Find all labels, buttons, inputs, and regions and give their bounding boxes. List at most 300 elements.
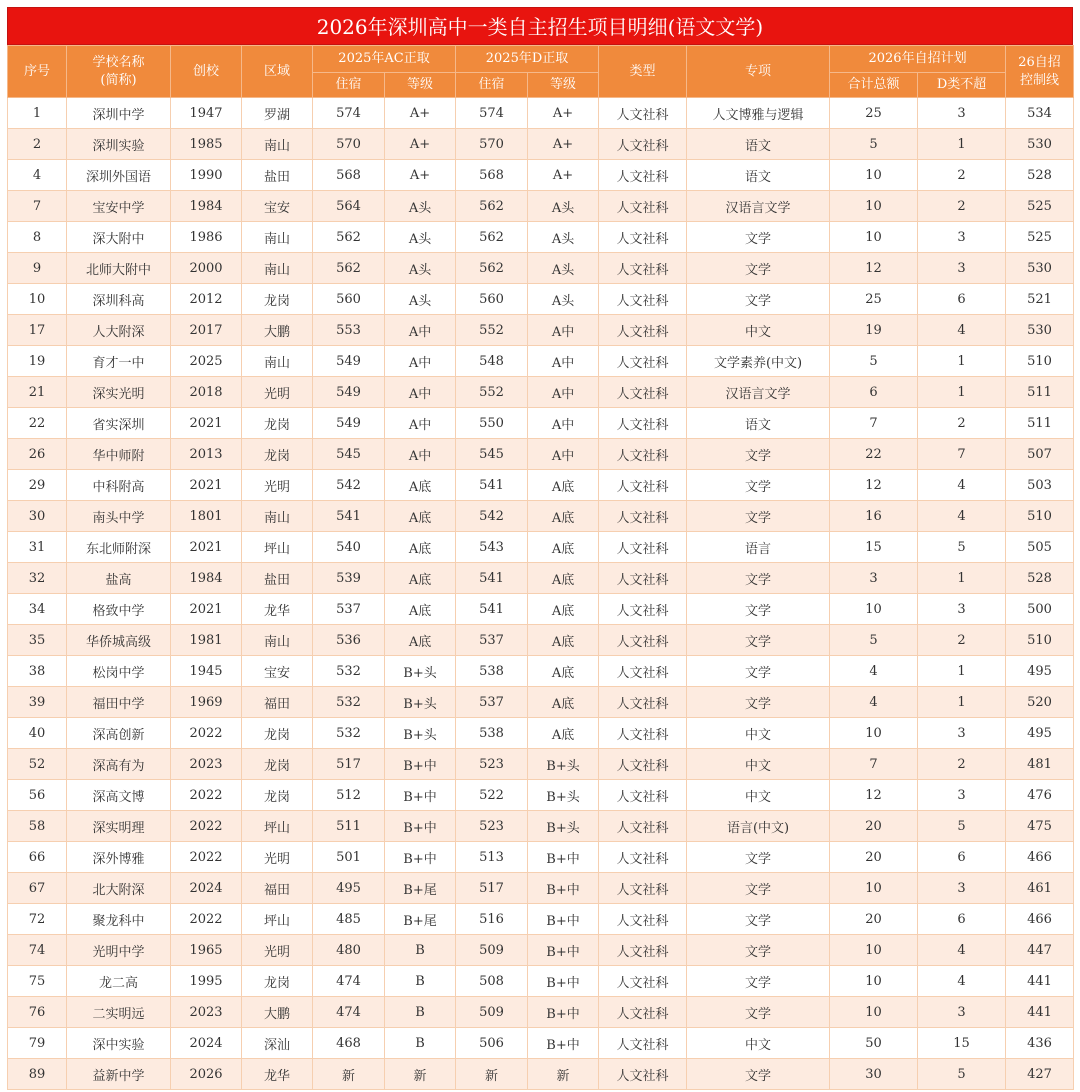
header-type: 类型 (599, 46, 687, 98)
cell-total-quota: 10 (830, 594, 918, 625)
table-row (8, 811, 1074, 842)
cell-founded: 1986 (171, 222, 242, 253)
cell-d-max: 2 (918, 191, 1006, 222)
cell-district: 龙岗 (242, 780, 313, 811)
cell-ac-grade: B+头 (385, 687, 456, 718)
cell-ac-boarding: 495 (313, 873, 385, 904)
cell-control-line: 427 (1006, 1059, 1074, 1090)
cell-school: 松岗中学 (67, 656, 171, 687)
cell-district: 罗湖 (242, 98, 313, 129)
cell-district: 龙岗 (242, 749, 313, 780)
cell-d-boarding: 506 (456, 1028, 528, 1059)
cell-control-line: 466 (1006, 842, 1074, 873)
cell-founded: 2022 (171, 811, 242, 842)
cell-school: 南头中学 (67, 501, 171, 532)
cell-type: 人文社科 (599, 842, 687, 873)
cell-specialty: 中文 (687, 315, 830, 346)
table-title: 2026年深圳高中一类自主招生项目明细(语文文学) (7, 7, 1073, 45)
cell-ac-boarding: 517 (313, 749, 385, 780)
cell-total-quota: 25 (830, 98, 918, 129)
cell-seq: 39 (8, 687, 67, 718)
cell-district: 南山 (242, 129, 313, 160)
cell-ac-grade: B+头 (385, 656, 456, 687)
cell-ac-grade: B (385, 966, 456, 997)
table-header (8, 46, 1074, 98)
cell-seq: 35 (8, 625, 67, 656)
cell-school: 华中师附 (67, 439, 171, 470)
cell-school: 光明中学 (67, 935, 171, 966)
cell-district: 龙岗 (242, 966, 313, 997)
cell-d-boarding: 509 (456, 935, 528, 966)
cell-school: 聚龙科中 (67, 904, 171, 935)
cell-ac-boarding: 568 (313, 160, 385, 191)
cell-total-quota: 10 (830, 966, 918, 997)
cell-type: 人文社科 (599, 904, 687, 935)
cell-ac-grade: A底 (385, 594, 456, 625)
cell-school: 深圳科高 (67, 284, 171, 315)
cell-ac-boarding: 532 (313, 687, 385, 718)
cell-d-grade: A+ (528, 160, 599, 191)
cell-district: 盐田 (242, 563, 313, 594)
cell-d-max: 2 (918, 625, 1006, 656)
cell-specialty: 人文博雅与逻辑 (687, 98, 830, 129)
cell-district: 龙岗 (242, 408, 313, 439)
cell-control-line: 495 (1006, 718, 1074, 749)
header-control-line-1: 26自招 (1018, 54, 1061, 70)
cell-district: 龙岗 (242, 284, 313, 315)
table-row (8, 718, 1074, 749)
cell-school: 人大附深 (67, 315, 171, 346)
cell-d-grade: B+头 (528, 780, 599, 811)
cell-ac-boarding: 新 (313, 1059, 385, 1090)
cell-district: 宝安 (242, 191, 313, 222)
cell-ac-grade: B (385, 935, 456, 966)
cell-d-grade: A底 (528, 563, 599, 594)
cell-ac-boarding: 562 (313, 253, 385, 284)
cell-school: 龙二高 (67, 966, 171, 997)
cell-total-quota: 50 (830, 1028, 918, 1059)
cell-school: 深实明理 (67, 811, 171, 842)
table-row (8, 780, 1074, 811)
cell-control-line: 500 (1006, 594, 1074, 625)
cell-d-max: 1 (918, 687, 1006, 718)
cell-d-max: 1 (918, 129, 1006, 160)
cell-d-max: 3 (918, 997, 1006, 1028)
cell-d-max: 1 (918, 377, 1006, 408)
cell-founded: 2021 (171, 594, 242, 625)
cell-d-boarding: 508 (456, 966, 528, 997)
cell-d-boarding: 516 (456, 904, 528, 935)
cell-specialty: 文学 (687, 470, 830, 501)
cell-d-max: 4 (918, 935, 1006, 966)
cell-control-line: 461 (1006, 873, 1074, 904)
cell-control-line: 520 (1006, 687, 1074, 718)
table-row (8, 532, 1074, 563)
cell-total-quota: 4 (830, 687, 918, 718)
cell-ac-grade: A+ (385, 98, 456, 129)
header-d-boarding: 住宿 (456, 73, 528, 98)
cell-specialty: 中文 (687, 1028, 830, 1059)
cell-ac-grade: A头 (385, 284, 456, 315)
cell-ac-grade: 新 (385, 1059, 456, 1090)
cell-founded: 2012 (171, 284, 242, 315)
cell-district: 大鹏 (242, 997, 313, 1028)
cell-founded: 2017 (171, 315, 242, 346)
cell-d-max: 4 (918, 501, 1006, 532)
cell-control-line: 447 (1006, 935, 1074, 966)
cell-total-quota: 12 (830, 780, 918, 811)
header-ac-boarding: 住宿 (313, 73, 385, 98)
cell-district: 南山 (242, 501, 313, 532)
cell-ac-boarding: 549 (313, 346, 385, 377)
cell-d-boarding: 552 (456, 377, 528, 408)
cell-ac-grade: A+ (385, 129, 456, 160)
cell-type: 人文社科 (599, 315, 687, 346)
cell-specialty: 文学 (687, 563, 830, 594)
cell-founded: 2022 (171, 842, 242, 873)
table-row (8, 408, 1074, 439)
cell-d-max: 1 (918, 346, 1006, 377)
cell-school: 华侨城高级 (67, 625, 171, 656)
cell-total-quota: 25 (830, 284, 918, 315)
cell-ac-boarding: 537 (313, 594, 385, 625)
cell-founded: 2021 (171, 470, 242, 501)
cell-district: 福田 (242, 687, 313, 718)
table-row (8, 1028, 1074, 1059)
cell-founded: 2022 (171, 904, 242, 935)
cell-school: 深圳外国语 (67, 160, 171, 191)
cell-ac-grade: B+尾 (385, 873, 456, 904)
cell-d-max: 6 (918, 842, 1006, 873)
cell-seq: 38 (8, 656, 67, 687)
cell-district: 龙华 (242, 594, 313, 625)
cell-specialty: 文学素养(中文) (687, 346, 830, 377)
cell-school: 盐高 (67, 563, 171, 594)
table-row (8, 935, 1074, 966)
cell-specialty: 文学 (687, 997, 830, 1028)
cell-d-grade: A底 (528, 594, 599, 625)
cell-control-line: 511 (1006, 408, 1074, 439)
cell-d-boarding: 523 (456, 749, 528, 780)
header-ac-grade: 等级 (385, 73, 456, 98)
cell-ac-boarding: 574 (313, 98, 385, 129)
cell-ac-grade: A底 (385, 501, 456, 532)
cell-total-quota: 10 (830, 873, 918, 904)
cell-control-line: 436 (1006, 1028, 1074, 1059)
cell-type: 人文社科 (599, 160, 687, 191)
cell-school: 中科附高 (67, 470, 171, 501)
cell-ac-grade: A头 (385, 253, 456, 284)
cell-school: 深圳实验 (67, 129, 171, 160)
cell-d-grade: B+中 (528, 966, 599, 997)
cell-ac-boarding: 511 (313, 811, 385, 842)
cell-total-quota: 20 (830, 904, 918, 935)
cell-ac-boarding: 501 (313, 842, 385, 873)
cell-district: 坪山 (242, 904, 313, 935)
table-row (8, 873, 1074, 904)
cell-d-boarding: 542 (456, 501, 528, 532)
cell-district: 光明 (242, 842, 313, 873)
cell-d-grade: A底 (528, 532, 599, 563)
cell-d-max: 5 (918, 1059, 1006, 1090)
table-row (8, 904, 1074, 935)
cell-specialty: 汉语言文学 (687, 377, 830, 408)
cell-ac-grade: B+中 (385, 780, 456, 811)
cell-total-quota: 5 (830, 346, 918, 377)
cell-ac-boarding: 536 (313, 625, 385, 656)
cell-district: 南山 (242, 253, 313, 284)
cell-seq: 9 (8, 253, 67, 284)
cell-d-max: 4 (918, 470, 1006, 501)
cell-total-quota: 6 (830, 377, 918, 408)
cell-d-boarding: 541 (456, 594, 528, 625)
cell-type: 人文社科 (599, 656, 687, 687)
cell-ac-grade: B (385, 1028, 456, 1059)
cell-ac-grade: B+头 (385, 718, 456, 749)
cell-ac-boarding: 539 (313, 563, 385, 594)
cell-control-line: 507 (1006, 439, 1074, 470)
cell-control-line: 441 (1006, 966, 1074, 997)
cell-d-boarding: 522 (456, 780, 528, 811)
cell-d-max: 3 (918, 873, 1006, 904)
cell-d-max: 3 (918, 594, 1006, 625)
cell-seq: 58 (8, 811, 67, 842)
cell-d-max: 4 (918, 966, 1006, 997)
cell-founded: 2024 (171, 1028, 242, 1059)
cell-ac-grade: B+中 (385, 749, 456, 780)
cell-type: 人文社科 (599, 718, 687, 749)
cell-d-grade: A头 (528, 191, 599, 222)
cell-d-max: 7 (918, 439, 1006, 470)
cell-d-grade: A中 (528, 439, 599, 470)
cell-control-line: 495 (1006, 656, 1074, 687)
cell-control-line: 530 (1006, 253, 1074, 284)
cell-d-boarding: 543 (456, 532, 528, 563)
cell-specialty: 汉语言文学 (687, 191, 830, 222)
header-plan-group: 2026年自招计划 (830, 46, 1006, 73)
cell-d-grade: A头 (528, 253, 599, 284)
cell-d-max: 5 (918, 532, 1006, 563)
cell-total-quota: 10 (830, 935, 918, 966)
cell-founded: 1965 (171, 935, 242, 966)
cell-d-boarding: 562 (456, 222, 528, 253)
cell-founded: 1801 (171, 501, 242, 532)
table-row (8, 222, 1074, 253)
cell-specialty: 文学 (687, 501, 830, 532)
cell-total-quota: 10 (830, 191, 918, 222)
cell-total-quota: 20 (830, 811, 918, 842)
cell-founded: 2013 (171, 439, 242, 470)
cell-specialty: 文学 (687, 439, 830, 470)
cell-ac-boarding: 532 (313, 718, 385, 749)
cell-ac-grade: A中 (385, 377, 456, 408)
header-founded: 创校 (171, 46, 242, 98)
header-total-quota: 合计总额 (830, 73, 918, 98)
cell-d-max: 6 (918, 284, 1006, 315)
cell-founded: 2022 (171, 780, 242, 811)
cell-total-quota: 5 (830, 625, 918, 656)
cell-ac-boarding: 540 (313, 532, 385, 563)
cell-ac-boarding: 512 (313, 780, 385, 811)
cell-ac-grade: A中 (385, 346, 456, 377)
cell-school: 深圳中学 (67, 98, 171, 129)
cell-district: 宝安 (242, 656, 313, 687)
cell-ac-boarding: 468 (313, 1028, 385, 1059)
cell-specialty: 文学 (687, 966, 830, 997)
cell-ac-grade: B+中 (385, 811, 456, 842)
cell-district: 盐田 (242, 160, 313, 191)
cell-d-boarding: 560 (456, 284, 528, 315)
cell-control-line: 510 (1006, 346, 1074, 377)
cell-total-quota: 19 (830, 315, 918, 346)
cell-d-grade: A中 (528, 315, 599, 346)
cell-district: 光明 (242, 377, 313, 408)
cell-seq: 40 (8, 718, 67, 749)
cell-total-quota: 4 (830, 656, 918, 687)
cell-total-quota: 7 (830, 749, 918, 780)
cell-type: 人文社科 (599, 1028, 687, 1059)
cell-specialty: 文学 (687, 284, 830, 315)
cell-control-line: 466 (1006, 904, 1074, 935)
cell-d-max: 2 (918, 160, 1006, 191)
cell-specialty: 文学 (687, 1059, 830, 1090)
cell-d-grade: B+中 (528, 1028, 599, 1059)
cell-school: 二实明远 (67, 997, 171, 1028)
cell-total-quota: 22 (830, 439, 918, 470)
cell-d-max: 3 (918, 222, 1006, 253)
cell-ac-grade: A中 (385, 408, 456, 439)
cell-specialty: 语文 (687, 129, 830, 160)
cell-specialty: 中文 (687, 780, 830, 811)
cell-founded: 2018 (171, 377, 242, 408)
admission-table-sheet (7, 7, 1073, 1090)
cell-ac-grade: A头 (385, 222, 456, 253)
cell-d-boarding: 552 (456, 315, 528, 346)
cell-seq: 56 (8, 780, 67, 811)
cell-seq: 26 (8, 439, 67, 470)
cell-d-boarding: 541 (456, 470, 528, 501)
cell-ac-boarding: 570 (313, 129, 385, 160)
cell-seq: 2 (8, 129, 67, 160)
cell-ac-grade: A底 (385, 470, 456, 501)
cell-ac-boarding: 545 (313, 439, 385, 470)
cell-specialty: 文学 (687, 687, 830, 718)
cell-specialty: 语言 (687, 532, 830, 563)
cell-district: 龙岗 (242, 718, 313, 749)
cell-founded: 2026 (171, 1059, 242, 1090)
cell-type: 人文社科 (599, 284, 687, 315)
cell-control-line: 534 (1006, 98, 1074, 129)
table-row (8, 439, 1074, 470)
cell-ac-boarding: 549 (313, 377, 385, 408)
cell-founded: 1945 (171, 656, 242, 687)
cell-specialty: 语文 (687, 160, 830, 191)
cell-control-line: 525 (1006, 222, 1074, 253)
cell-d-grade: B+中 (528, 842, 599, 873)
cell-ac-boarding: 485 (313, 904, 385, 935)
table-row (8, 594, 1074, 625)
cell-school: 东北师附深 (67, 532, 171, 563)
cell-school: 格致中学 (67, 594, 171, 625)
cell-type: 人文社科 (599, 625, 687, 656)
cell-control-line: 530 (1006, 315, 1074, 346)
cell-specialty: 中文 (687, 718, 830, 749)
cell-d-grade: A头 (528, 284, 599, 315)
cell-founded: 2023 (171, 749, 242, 780)
table-row (8, 253, 1074, 284)
cell-d-boarding: 545 (456, 439, 528, 470)
cell-ac-boarding: 553 (313, 315, 385, 346)
cell-specialty: 文学 (687, 222, 830, 253)
cell-district: 南山 (242, 346, 313, 377)
cell-total-quota: 12 (830, 253, 918, 284)
cell-d-boarding: 574 (456, 98, 528, 129)
cell-ac-boarding: 542 (313, 470, 385, 501)
cell-school: 北大附深 (67, 873, 171, 904)
cell-school: 深大附中 (67, 222, 171, 253)
cell-ac-grade: A底 (385, 563, 456, 594)
cell-ac-boarding: 564 (313, 191, 385, 222)
cell-specialty: 文学 (687, 935, 830, 966)
cell-control-line: 525 (1006, 191, 1074, 222)
cell-control-line: 441 (1006, 997, 1074, 1028)
cell-seq: 89 (8, 1059, 67, 1090)
cell-d-grade: B+中 (528, 997, 599, 1028)
cell-ac-boarding: 532 (313, 656, 385, 687)
cell-founded: 1984 (171, 191, 242, 222)
cell-d-grade: B+中 (528, 873, 599, 904)
cell-school: 益新中学 (67, 1059, 171, 1090)
cell-ac-boarding: 541 (313, 501, 385, 532)
table-row (8, 470, 1074, 501)
header-specialty: 专项 (687, 46, 830, 98)
cell-type: 人文社科 (599, 222, 687, 253)
cell-seq: 79 (8, 1028, 67, 1059)
cell-total-quota: 5 (830, 129, 918, 160)
cell-ac-boarding: 562 (313, 222, 385, 253)
cell-d-boarding: 550 (456, 408, 528, 439)
cell-type: 人文社科 (599, 594, 687, 625)
cell-control-line: 475 (1006, 811, 1074, 842)
cell-total-quota: 10 (830, 222, 918, 253)
cell-founded: 1984 (171, 563, 242, 594)
cell-total-quota: 10 (830, 997, 918, 1028)
cell-founded: 1985 (171, 129, 242, 160)
cell-d-boarding: 517 (456, 873, 528, 904)
cell-control-line: 530 (1006, 129, 1074, 160)
cell-d-boarding: 523 (456, 811, 528, 842)
cell-total-quota: 15 (830, 532, 918, 563)
cell-founded: 1947 (171, 98, 242, 129)
table-row (8, 284, 1074, 315)
table-row (8, 129, 1074, 160)
header-school-name-line1: 学校名称 (92, 54, 145, 70)
cell-seq: 21 (8, 377, 67, 408)
table-row (8, 315, 1074, 346)
cell-d-boarding: 562 (456, 191, 528, 222)
cell-founded: 1969 (171, 687, 242, 718)
cell-type: 人文社科 (599, 439, 687, 470)
cell-d-boarding: 537 (456, 625, 528, 656)
cell-d-grade: A+ (528, 129, 599, 160)
cell-founded: 2024 (171, 873, 242, 904)
table-row (8, 98, 1074, 129)
table-row (8, 656, 1074, 687)
cell-ac-boarding: 560 (313, 284, 385, 315)
cell-total-quota: 30 (830, 1059, 918, 1090)
cell-specialty: 文学 (687, 656, 830, 687)
cell-seq: 1 (8, 98, 67, 129)
